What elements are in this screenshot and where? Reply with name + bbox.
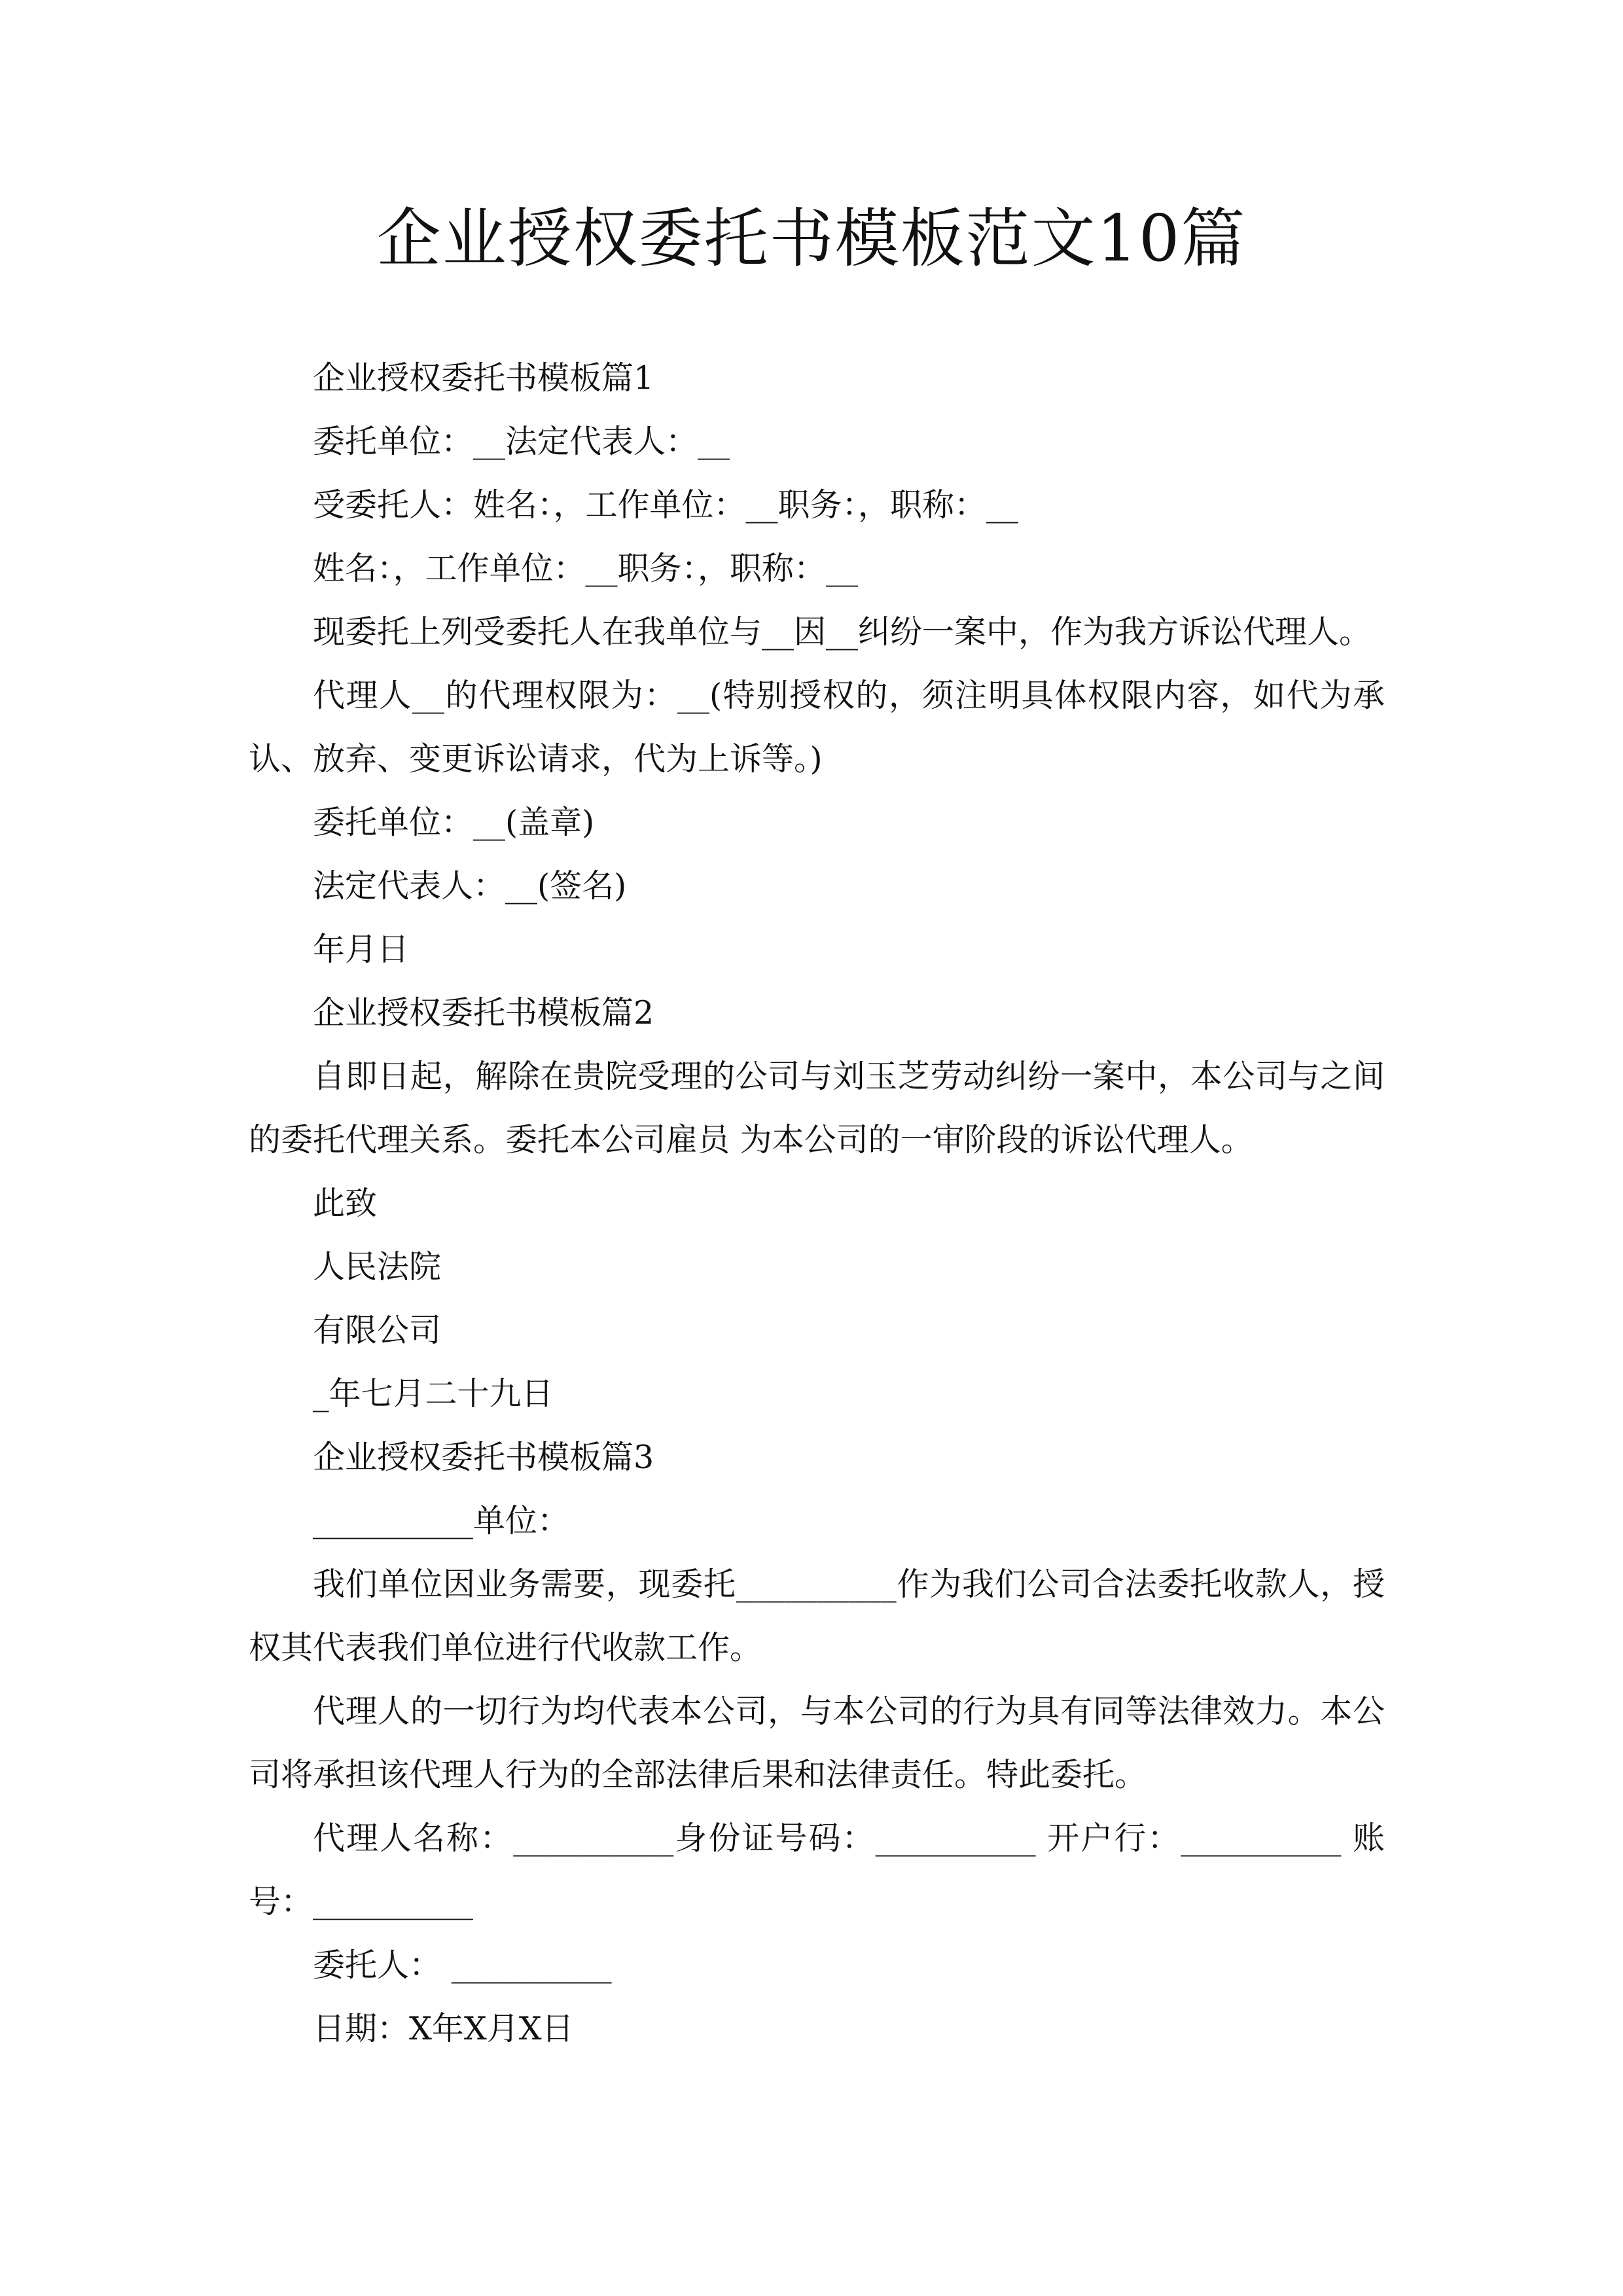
paragraph: 姓名：，工作单位：__职务：，职称：__ — [313, 550, 859, 587]
paragraph: 委托单位：__(盖章) — [313, 804, 595, 841]
paragraph: __________单位： — [313, 1502, 570, 1539]
document-title: 企业授权委托书模板范文10篇 — [376, 202, 1247, 276]
document-body — [249, 346, 1385, 2060]
paragraph: 现委托上列受委托人在我单位与__因__纠纷一案中，作为我方诉讼代理人。 — [313, 613, 1372, 651]
paragraph: 法定代表人：__(签名) — [313, 867, 627, 905]
paragraph: 自即日起，解除在贵院受理的公司与刘玉芝劳动纠纷一案中，本公司与之间的委托代理关系。委托本公司雇员 为本公司的一审阶段的诉讼代理人。 — [249, 1058, 1385, 1158]
paragraph: 人民法院 — [313, 1248, 442, 1285]
paragraph: 此致 — [313, 1185, 378, 1222]
paragraph: 委托人： __________ — [313, 1946, 612, 1984]
paragraph: 日期：X年X月X日 — [313, 2010, 574, 2047]
section-heading: 企业授权委托书模板篇2 — [313, 994, 654, 1031]
paragraph: 委托单位：__法定代表人：__ — [313, 423, 730, 460]
paragraph: _年七月二十九日 — [313, 1375, 554, 1412]
paragraph: 我们单位因业务需要，现委托__________作为我们公司合法委托收款人，授权其代表我们单位进行代收款工作。 — [249, 1566, 1385, 1666]
paragraph: 代理人名称：__________身份证号码：__________ 开户行：__________ 账号：__________ — [249, 1820, 1385, 1920]
section-heading: 企业授权委托书模板篇3 — [313, 1439, 654, 1476]
paragraph: 年月日 — [313, 931, 410, 968]
paragraph: 有限公司 — [313, 1312, 442, 1349]
section-heading: 企业授权委托书模板篇1 — [313, 359, 654, 397]
paragraph: 代理人__的代理权限为：__(特别授权的，须注明具体权限内容，如代为承认、放弃、变更诉讼请求，代为上诉等。) — [249, 677, 1385, 778]
paragraph: 代理人的一切行为均代表本公司，与本公司的行为具有同等法律效力。本公司将承担该代理人行为的全部法律后果和法律责任。特此委托。 — [249, 1693, 1385, 1793]
paragraph: 受委托人：姓名：，工作单位：__职务：，职称：__ — [313, 486, 1019, 524]
